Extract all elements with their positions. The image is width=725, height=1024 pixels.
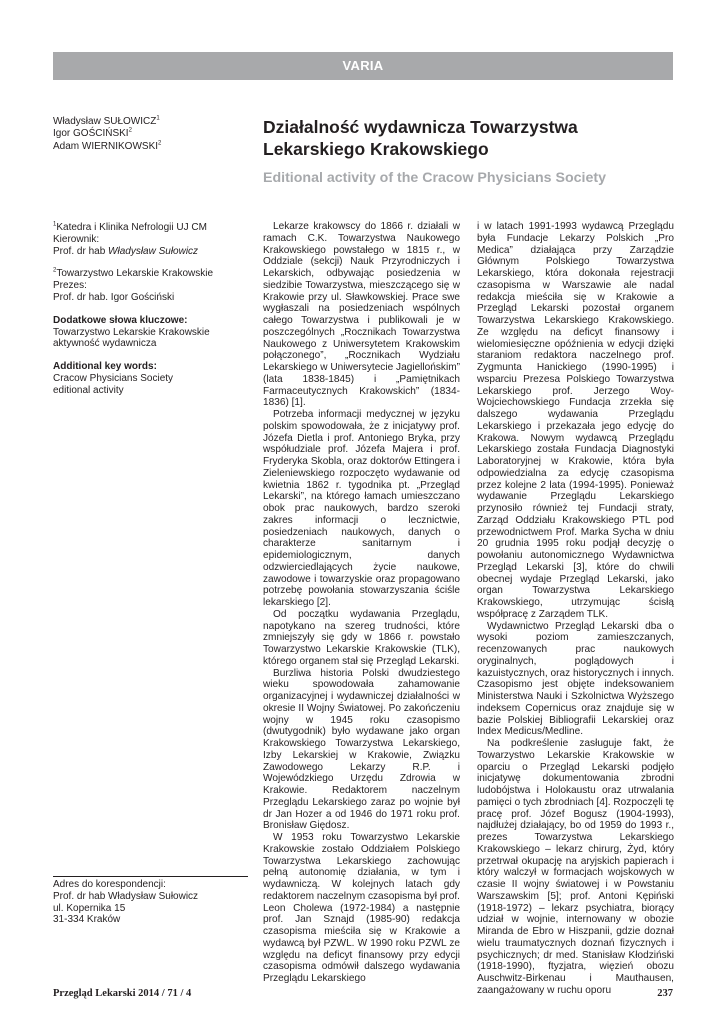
journal-citation: Przegląd Lekarski 2014 / 71 / 4 bbox=[53, 988, 192, 999]
author-affiliation-mark: 2 bbox=[158, 140, 162, 147]
body-column-1 bbox=[263, 221, 460, 999]
author-name: Władysław SUŁOWICZ bbox=[53, 116, 157, 127]
affiliation-role: Prezes: bbox=[53, 280, 87, 292]
author-name: Igor GOŚCIŃSKI bbox=[53, 128, 129, 140]
author-2 bbox=[53, 128, 243, 140]
author-affiliation-mark: 1 bbox=[156, 115, 160, 122]
correspondence-line: 31-334 Kraków bbox=[53, 914, 121, 926]
author-list bbox=[53, 116, 243, 153]
correspondence-line: Adres do korespondencji: bbox=[53, 879, 166, 890]
body-paragraph: W 1953 roku Towarzystwo Lekarskie Krakowskie zostało Oddziałem Polskiego Towarzystwa Lekarskiego zachowując pełną autonomię działania, w tym i wydawniczą. W kolejnych latach gdy redaktorem naczelnym czasopisma był prof. Leon Cholewa (1972-1984) a następnie prof. Jan Sznajd (1985-90) redakcja czasopisma mieściła się w Krakowie a wydawcą był PZWL. W 1990 roku PZWL ze względu na deficyt finansowy przy edycji czasopisma odmówił dalszego wydawania Przeglądu Lekarskiego bbox=[263, 832, 460, 984]
author-3 bbox=[53, 141, 243, 153]
body-paragraph: Lekarze krakowscy do 1866 r. działali w ramach C.K. Towarzystwa Naukowego Krakowskiego powstałego w 1815 r., w Oddziale (sekcji) Nauk Przyrodniczych i Lekarskich, odbywając posiedzenia w siedzibie Towarzystwa, mieszczącego się w Krakowie przy ul. Sławkowskiej. Prace swe wygłaszali na posiedzeniach wspólnych całego Towarzystwa i publikowali je w poszczególnych „Rocznikach Towarzystwa Naukowego z Uniwersytetem Krakowskim połączonego”, „Rocznikach Wydziału Lekarskiego w Uniwersytecie Jagiellońskim” (lata 1838-1845) i „Pamiętnikach Farmaceutycznych Krakowskich” (1834-1836) [1]. bbox=[263, 221, 460, 409]
article-title-english: Editional activity of the Cracow Physicians Society bbox=[263, 170, 606, 186]
body-paragraph: i w latach 1991-1993 wydawcą Przeglądu była Fundacje Lekarzy Polskich „Pro Medica” działająca przy Zarządzie Głównym Polskiego Towarzystwa Lekarskiego, która dokonała rejestracji czasopisma w Warszawie ale nadal redakcja mieściła się w Krakowie a Przegląd Lekarski pozostał organem Towarzystwa Lekarskiego Krakowskiego. Ze względu na deficyt finansowy i wielomiesięczne opóźnienia w edycji dzięki staraniom redaktora naczelnego prof. Zygmunta Hanickiego (1990-1995) i wsparciu Prezesa Polskiego Towarzystwa Lekarskiego prof. Jerzego Woy-Wojciechowskiego Fundacja zrzekła się dalszego wydawania Przeglądu Lekarskiego i przekazała jego edycję do Krakowa. Nowym wydawcą Przeglądu Lekarskiego została Fundacja Diagnostyki Laboratoryjnej w Krakowie, która była odpowiedzialna za edycję czasopisma przez kolejne 2 lata (1994-1995). Ponieważ wydawanie Przeglądu Lekarskiego przynosiło również tej Fundacji straty, Zarząd Oddziału Krakowskiego PTL pod przewodnictwem Prof. Marka Sycha w dniu 20 grudnia 1995 roku podjął decyzję o powołaniu autonomicznego Wydawnictwa Przegląd Lekarski [3], które do chwili obecnej wydaje Przegląd Lekarski, jako organ Towarzystwa Lekarskiego Krakowskiego, utrzymując ścisłą współpracę z Zarządem TLK. bbox=[477, 221, 674, 620]
body-paragraph: Burzliwa historia Polski dwudziestego wieku spowodowała zahamowanie organizacyjnej i wydawniczej działalności w okresie II Wojny Światowej. Po zakończeniu wojny w 1945 roku czasopismo (dwutygodnik) było wydawane jako organ Krakowskiego Towarzystwa Lekarskiego, Izby Lekarskiej w Krakowie, Związku Zawodowego Lekarzy R.P. i Wojewódzkiego Urzędu Zdrowia w Krakowie. Redaktorem naczelnym Przeglądu Lekarskiego zaraz po wojnie był dr Jan Hozer a od 1946 do 1971 roku prof. Bronisław Giędosz. bbox=[263, 667, 460, 832]
body-paragraph: Potrzeba informacji medycznej w języku polskim spowodowała, że z inicjatywy prof. Józefa Dietla i prof. Antoniego Bryka, przy współudziale prof. Józefa Majera i prof. Fryderyka Skobla, oraz doktorów Ettingera i Zieleniewskiego rozpoczęto wydawanie od kwietnia 1862 r. tygodnika pt. „Przegląd Lekarski”, na którego łamach umieszczano obok prac naukowych, bardzo szeroki zakres informacji o lecznictwie, posiedzeniach naukowych, danych o charakterze sanitarnym i epidemiologicznym, danych odzwierciedlających życie naukowe, zawodowe i towarzyskie oraz propagowano potrzebę powołania stowarzyszania ściśle lekarskiego [2]. bbox=[263, 409, 460, 608]
keywords-polish bbox=[53, 315, 253, 350]
keyword-item: Towarzystwo Lekarskie Krakowskie bbox=[53, 326, 210, 338]
affiliation-head-name: Władysław Sułowicz bbox=[108, 245, 199, 257]
affiliation-head-title: Prof. dr hab bbox=[53, 245, 109, 257]
correspondence-address bbox=[53, 879, 253, 926]
author-affiliation-mark: 2 bbox=[128, 128, 132, 135]
keyword-item: aktywność wydawnicza bbox=[53, 338, 157, 350]
keywords-heading: Dodatkowe słowa kluczowe: bbox=[53, 314, 188, 326]
body-column-2 bbox=[477, 221, 674, 999]
keywords-heading: Additional key words: bbox=[53, 361, 157, 373]
keyword-item: Cracow Physicians Society bbox=[53, 372, 174, 384]
page-number: 237 bbox=[657, 988, 673, 999]
affiliation-1 bbox=[53, 222, 253, 257]
affiliation-2 bbox=[53, 268, 253, 303]
correspondence-line: ul. Kopernika 15 bbox=[53, 902, 126, 914]
body-paragraph: Wydawnictwo Przegląd Lekarski dba o wysoki poziom zamieszczanych, recenzowanych prac naukowych oryginalnych, poglądowych i kazuistycznych, oraz historycznych i innych. Czasopismo jest objęte indeksowaniem Ministerstwa Nauki i Szkolnictwa Wyższego indeksem Copernicus oraz znajduje się w bazie Polskiej Bibliografii Lekarskiej oraz Index Medicus/Medline. bbox=[477, 620, 674, 738]
affiliation-mark: 2 bbox=[53, 268, 57, 275]
author-name: Adam WIERNIKOWSKI bbox=[53, 140, 159, 152]
author-1 bbox=[53, 116, 243, 128]
body-paragraph: Na podkreślenie zasługuje fakt, że Towarzystwo Lekarskie Krakowskie w oparciu o Przegląd Lekarski podjęło inicjatywę dokumentowania zbrodni ludobójstwa i Holokaustu oraz utrwalania pamięci o tych zbrodniach [4]. Rozpoczęli tę pracę prof. Józef Bogusz (1904-1993), najdłużej działający, bo od 1959 do 1993 r., prezes Towarzystwa Lekarskiego Krakowskiego – lekarz chirurg, Żyd, który przetrwał okupację na aryjskich papierach i który walczył w formacjach wojskowych w czasie II wojny światowej i w Powstaniu Warszawskim [5]; prof. Antoni Kępiński (1918-1972) – lekarz psychiatra, biorący udział w wojnie, internowany w obozie Miranda de Ebro w Hiszpanii, gdzie doznał wielu traumatycznych doznań fizycznych i psychicznych; dr med. Stanisław Kłodziński (1918-1990), ftyzjatra, więzień obozu Auschwitz-Birkenau i Mauthausen, zaangażowany w ruchu oporu bbox=[477, 738, 674, 996]
affiliation-role: Kierownik: bbox=[53, 233, 100, 245]
affiliation-unit: Katedra i Klinika Nefrologii UJ CM bbox=[56, 222, 207, 233]
affiliation-unit: Towarzystwo Lekarskie Krakowskie bbox=[56, 268, 214, 280]
correspondence-divider bbox=[53, 876, 248, 877]
keywords-english bbox=[53, 361, 253, 396]
correspondence-line: Prof. dr hab Władysław Sułowicz bbox=[53, 890, 199, 902]
section-label: VARIA bbox=[342, 58, 384, 73]
keyword-item: editional activity bbox=[53, 384, 124, 396]
sidebar bbox=[53, 222, 253, 408]
body-paragraph: Od początku wydawania Przeglądu, napotykano na szereg trudności, które zmniejszyły się gdy w 1866 r. powstało Towarzystwo Lekarskie Krakowskie (TLK), którego organem stał się Przegląd Lekarski. bbox=[263, 608, 460, 667]
affiliation-head-title: Prof. dr hab. Igor Gościński bbox=[53, 291, 175, 303]
affiliation-mark: 1 bbox=[53, 221, 57, 228]
article-title-polish: Działalność wydawnicza Towarzystwa Lekarskiego Krakowskiego bbox=[263, 117, 578, 159]
section-header-bar bbox=[53, 52, 673, 80]
